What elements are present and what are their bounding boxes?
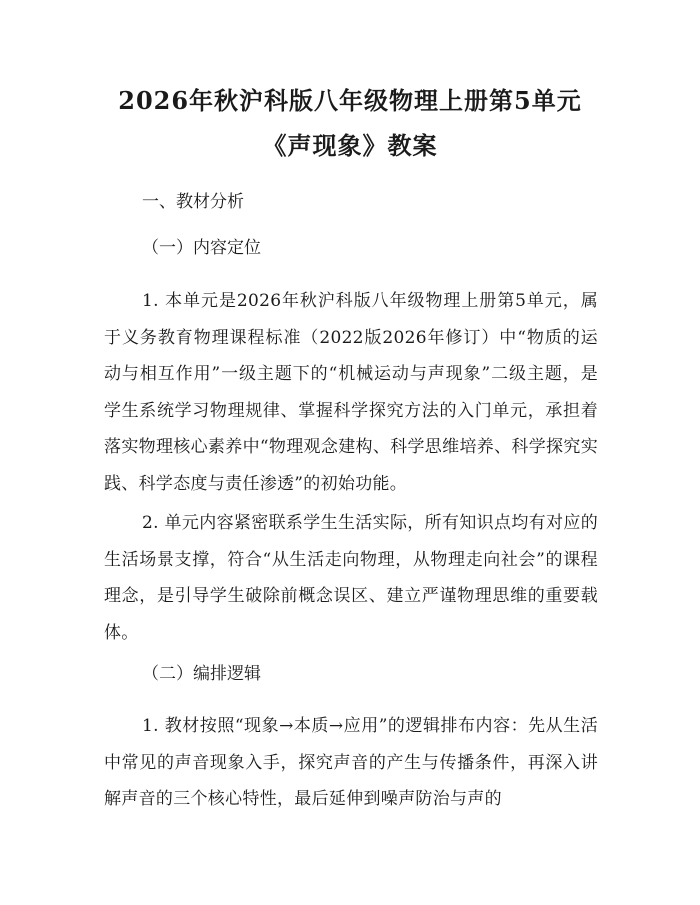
subsection-heading-content-positioning: （一）内容定位 (142, 238, 261, 258)
subsection-heading-arrangement-logic: （二）编排逻辑 (142, 664, 261, 684)
document-title-line-2: 《声现象》教案 (262, 131, 438, 160)
section-heading-textbook-analysis: 一、教材分析 (142, 192, 244, 212)
paragraph-unit-positioning: 1. 本单元是2026年秋沪科版八年级物理上册第5单元，属于义务教育物理课程标准（2022版2026年修订）中“物质的运动与相互作用”一级主题下的“机械运动与声现象”二级主题，是学生系统学习物理规律、掌握科学探究方法的入门单元，承担着落实物理核心素养中“物理观念建构、科学思维培养、科学探究实践、科学态度与责任渗透”的初始功能。 (104, 291, 598, 494)
paragraph-arrangement-logic: 1. 教材按照“现象→本质→应用”的逻辑排布内容：先从生活中常见的声音现象入手，探究声音的产生与传播条件，再深入讲解声音的三个核心特性，最后延伸到噪声防治与声的 (104, 716, 598, 809)
document-title-line-1: 2026年秋沪科版八年级物理上册第5单元 (118, 86, 582, 115)
paragraph-life-connection: 2. 单元内容紧密联系学生生活实际，所有知识点均有对应的生活场景支撑，符合“从生活走向物理，从物理走向社会”的课程理念，是引导学生破除前概念误区、建立严谨物理思维的重要载体。 (104, 513, 598, 643)
